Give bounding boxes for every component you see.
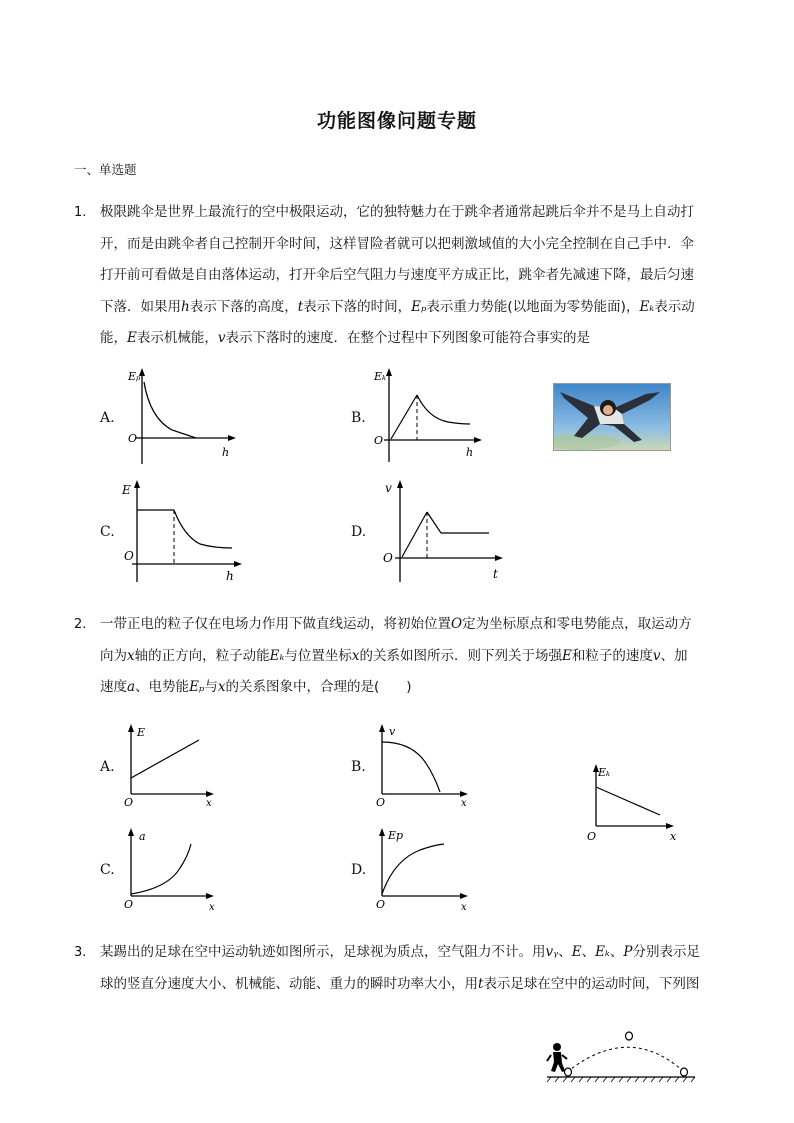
svg-text:Eₖ: Eₖ xyxy=(374,370,387,383)
ball-start-icon xyxy=(565,1068,572,1076)
svg-text:h: h xyxy=(226,569,234,583)
svg-text:E: E xyxy=(122,483,131,497)
svg-text:O: O xyxy=(124,898,134,911)
question-1-text xyxy=(100,197,740,355)
q1-option-d-label[interactable]: D. xyxy=(351,524,367,540)
svg-text:O: O xyxy=(124,796,134,809)
q1-option-d-graph xyxy=(373,478,508,584)
q2-option-b-graph xyxy=(372,722,476,810)
q1-line-1: 极限跳伞是世界上最流行的空中极限运动，它的独特魅力在于跳伞者通常起跳后伞并不是马上自动打 xyxy=(100,204,694,220)
svg-text:a: a xyxy=(139,830,146,843)
svg-text:Eₚ: Eₚ xyxy=(128,370,141,383)
svg-text:h: h xyxy=(466,446,474,459)
svg-text:x: x xyxy=(461,798,467,809)
skydiver-photo xyxy=(553,383,671,451)
q1-line-2: 开，而是由跳伞者自己控制开伞时间，这样冒险者就可以把刺激域值的大小完全控制在自己手中．伞 xyxy=(100,235,694,252)
q3-line-1: 某踢出的足球在空中运动轨迹如图所示，足球视为质点，空气阻力不计。用vᵧ、E、Eₖ、P分别表示足 xyxy=(100,944,700,960)
question-1-number: 1. xyxy=(74,205,87,220)
svg-text:x: x xyxy=(461,902,467,913)
q3-line-2: 球的竖直分速度大小、机械能、动能、重力的瞬时功率大小，用t表示足球在空中的运动时间，下列图 xyxy=(100,975,700,992)
q1-option-b-label[interactable]: B. xyxy=(351,410,366,426)
svg-text:x: x xyxy=(209,902,215,913)
q2-option-d-label[interactable]: D. xyxy=(351,862,367,878)
svg-text:O: O xyxy=(587,830,597,843)
q2-option-c-label[interactable]: C. xyxy=(100,862,115,878)
svg-text:t: t xyxy=(493,567,498,581)
question-2-text xyxy=(100,609,740,704)
svg-text:v: v xyxy=(389,725,396,738)
svg-text:h: h xyxy=(222,446,230,459)
svg-text:x: x xyxy=(206,798,212,809)
q1-option-a-graph xyxy=(120,366,240,466)
skydiver-figure-icon xyxy=(554,384,670,450)
svg-text:x: x xyxy=(670,830,677,843)
q3-football-trajectory xyxy=(545,1025,700,1085)
q1-option-c-graph xyxy=(120,478,245,584)
svg-text:O: O xyxy=(383,551,393,565)
svg-text:Eₖ: Eₖ xyxy=(598,766,611,779)
svg-text:O: O xyxy=(128,432,138,445)
question-3-number: 3. xyxy=(74,945,87,960)
ball-apex-icon xyxy=(626,1032,633,1040)
q1-line-3: 打开前可看做是自由落体运动，打开伞后空气阻力与速度平方成正比，跳伞者先减速下降，最后匀速 xyxy=(100,267,694,283)
q2-option-d-graph xyxy=(372,826,476,914)
page-title: 功能图像问题专题 xyxy=(316,110,477,132)
q2-line-1: 一带正电的粒子仅在电场力作用下做直线运动，将初始位置O定为坐标原点和零电势能点，取运动方 xyxy=(100,616,692,632)
q2-given-ek-graph xyxy=(584,758,684,846)
q2-line-2: 向为x轴的正方向，粒子动能Eₖ与位置坐标x的关系如图所示．则下列关于场强E和粒子的速度v、加 xyxy=(100,647,688,664)
question-2-number: 2. xyxy=(74,617,87,632)
q1-option-c-label[interactable]: C. xyxy=(100,524,115,540)
svg-text:O: O xyxy=(376,796,386,809)
svg-text:O: O xyxy=(376,898,386,911)
svg-text:v: v xyxy=(385,481,392,495)
q1-line-5: 能，E表示机械能，v表示下落时的速度．在整个过程中下列图象可能符合事实的是 xyxy=(100,330,590,346)
q1-option-a-label[interactable]: A. xyxy=(100,410,115,426)
svg-text:E: E xyxy=(137,726,146,739)
q2-option-a-graph xyxy=(118,722,222,810)
q2-option-b-label[interactable]: B. xyxy=(351,759,366,775)
svg-text:Ep: Ep xyxy=(388,829,404,842)
q2-line-3: 速度a、电势能Eₚ与x的关系图象中，合理的是( ) xyxy=(100,679,412,695)
kicker-person-icon xyxy=(547,1043,567,1072)
q2-option-c-graph xyxy=(118,826,222,914)
svg-text:O: O xyxy=(124,549,134,563)
q2-option-a-label[interactable]: A. xyxy=(100,759,115,775)
question-3-text xyxy=(100,937,740,1000)
ball-landing-icon xyxy=(681,1068,688,1076)
q1-line-4: 下落．如果用h表示下落的高度，t表示下落的时间，Eₚ表示重力势能(以地面为零势能面)，Eₖ表示动 xyxy=(100,298,695,315)
section-heading: 一、单选题 xyxy=(74,162,137,177)
q1-option-b-graph xyxy=(370,366,490,466)
svg-text:O: O xyxy=(374,434,384,447)
